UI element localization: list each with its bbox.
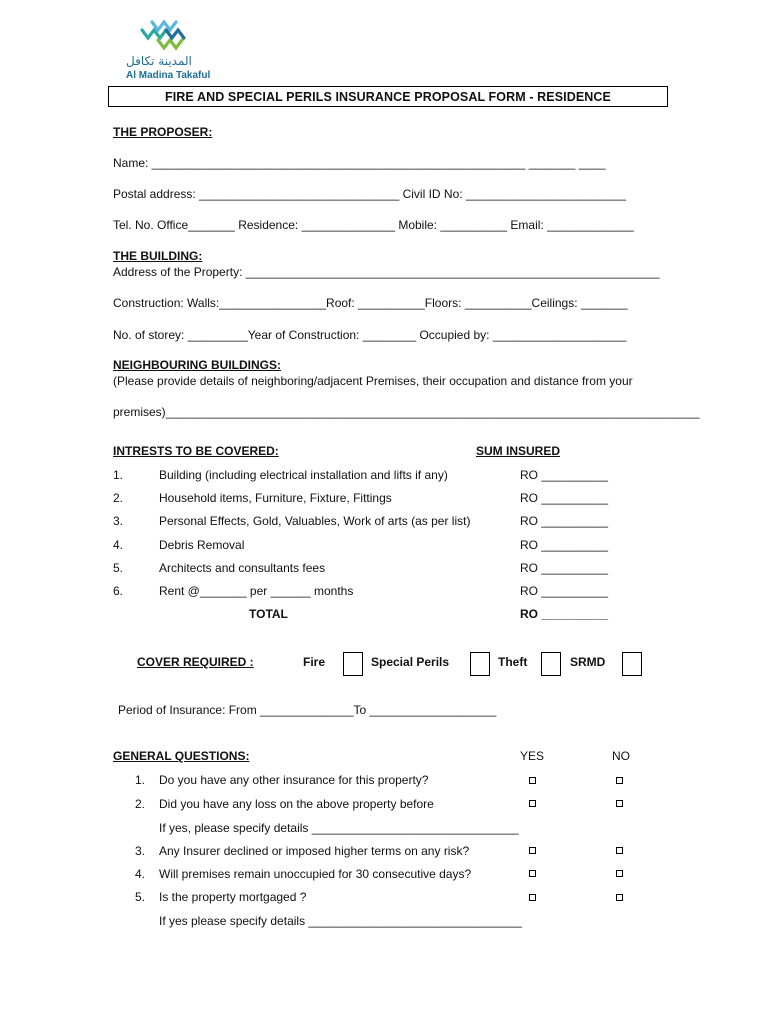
loss-details-field[interactable]: If yes, please specify details _______________________________: [159, 821, 519, 835]
theft-label: Theft: [498, 655, 528, 669]
q2-yes-checkbox[interactable]: [529, 800, 536, 807]
neighbouring-premises-field[interactable]: premises)________________________________________________________________________________: [113, 405, 700, 419]
interest-sum-field[interactable]: RO __________: [520, 561, 609, 575]
fire-checkbox[interactable]: [343, 652, 363, 676]
interest-sum-field[interactable]: RO __________: [520, 514, 609, 528]
construction-field[interactable]: Construction: Walls:________________Roof: __________Floors: __________Ceilings: _______: [113, 296, 628, 310]
company-logo: [126, 18, 211, 86]
interest-label: Personal Effects, Gold, Valuables, Work of arts (as per list): [159, 514, 471, 528]
interest-label: Architects and consultants fees: [159, 561, 326, 575]
interest-label: Rent @_______ per ______ months: [159, 584, 354, 598]
question-text: Will premises remain unoccupied for 30 consecutive days?: [159, 867, 472, 881]
neighbouring-instructions: (Please provide details of neighboring/adjacent Premises, their occupation and distance from your: [113, 374, 633, 388]
question-text: Did you have any loss on the above property before: [159, 797, 434, 811]
question-text: Any Insurer declined or imposed higher terms on any risk?: [159, 844, 470, 858]
sum-insured-heading: SUM INSURED: [476, 444, 561, 458]
postal-civil-id-field[interactable]: Postal address: ______________________________ Civil ID No: ________________________: [113, 187, 627, 201]
interest-sum-field[interactable]: RO __________: [520, 468, 609, 482]
question-text: Is the property mortgaged ?: [159, 890, 307, 904]
yes-column-header: YES: [520, 749, 545, 763]
question-number: 5.: [135, 890, 146, 904]
general-questions-heading: GENERAL QUESTIONS:: [113, 749, 250, 763]
interests-heading: INTRESTS TO BE COVERED:: [113, 444, 279, 458]
interest-number: 1.: [113, 468, 124, 482]
property-address-field[interactable]: Address of the Property: ______________________________________________________________: [113, 265, 660, 279]
question-number: 1.: [135, 773, 146, 787]
mortgage-details-field[interactable]: If yes please specify details ________________________________: [159, 914, 522, 928]
special-perils-checkbox[interactable]: [470, 652, 490, 676]
question-number: 2.: [135, 797, 146, 811]
q2-no-checkbox[interactable]: [616, 800, 623, 807]
interest-number: 3.: [113, 514, 124, 528]
special-perils-label: Special Perils: [371, 655, 450, 669]
theft-checkbox[interactable]: [541, 652, 561, 676]
interest-sum-field[interactable]: RO __________: [520, 538, 609, 552]
question-number: 3.: [135, 844, 146, 858]
total-sum-field[interactable]: RO __________: [520, 607, 609, 621]
interest-sum-field[interactable]: RO __________: [520, 584, 609, 598]
cover-required-heading: COVER REQUIRED :: [137, 655, 254, 669]
q4-no-checkbox[interactable]: [616, 870, 623, 877]
q3-no-checkbox[interactable]: [616, 847, 623, 854]
logo-arabic-text: المدينة تكافل: [126, 54, 192, 68]
proposer-heading: THE PROPOSER:: [113, 125, 213, 139]
fire-label: Fire: [303, 655, 326, 669]
form-title: FIRE AND SPECIAL PERILS INSURANCE PROPOSAL FORM - RESIDENCE: [108, 86, 668, 107]
interest-number: 2.: [113, 491, 124, 505]
srmd-label: SRMD: [570, 655, 606, 669]
storey-year-occupied-field[interactable]: No. of storey: _________Year of Construction: ________ Occupied by: ____________________: [113, 328, 627, 342]
interest-label: Building (including electrical installation and lifts if any): [159, 468, 448, 482]
srmd-checkbox[interactable]: [622, 652, 642, 676]
telephone-email-field[interactable]: Tel. No. Office_______ Residence: ______________ Mobile: __________ Email: _____________: [113, 218, 634, 232]
total-label: TOTAL: [249, 607, 288, 621]
logo-mark-icon: [138, 18, 188, 54]
q1-yes-checkbox[interactable]: [529, 777, 536, 784]
q3-yes-checkbox[interactable]: [529, 847, 536, 854]
question-number: 4.: [135, 867, 146, 881]
no-column-header: NO: [612, 749, 630, 763]
interest-number: 5.: [113, 561, 124, 575]
q5-no-checkbox[interactable]: [616, 894, 623, 901]
interest-label: Debris Removal: [159, 538, 245, 552]
q4-yes-checkbox[interactable]: [529, 870, 536, 877]
neighbouring-heading: NEIGHBOURING BUILDINGS:: [113, 358, 281, 372]
building-heading: THE BUILDING:: [113, 249, 203, 263]
period-of-insurance-field[interactable]: Period of Insurance: From ______________To ___________________: [118, 703, 497, 717]
name-field[interactable]: Name: ________________________________________________________ _______ ____: [113, 156, 606, 170]
interest-number: 6.: [113, 584, 124, 598]
q1-no-checkbox[interactable]: [616, 777, 623, 784]
interest-number: 4.: [113, 538, 124, 552]
logo-english-text: Al Madina Takaful: [126, 70, 211, 81]
interest-sum-field[interactable]: RO __________: [520, 491, 609, 505]
q5-yes-checkbox[interactable]: [529, 894, 536, 901]
question-text: Do you have any other insurance for this property?: [159, 773, 429, 787]
interest-label: Household items, Furniture, Fixture, Fittings: [159, 491, 392, 505]
